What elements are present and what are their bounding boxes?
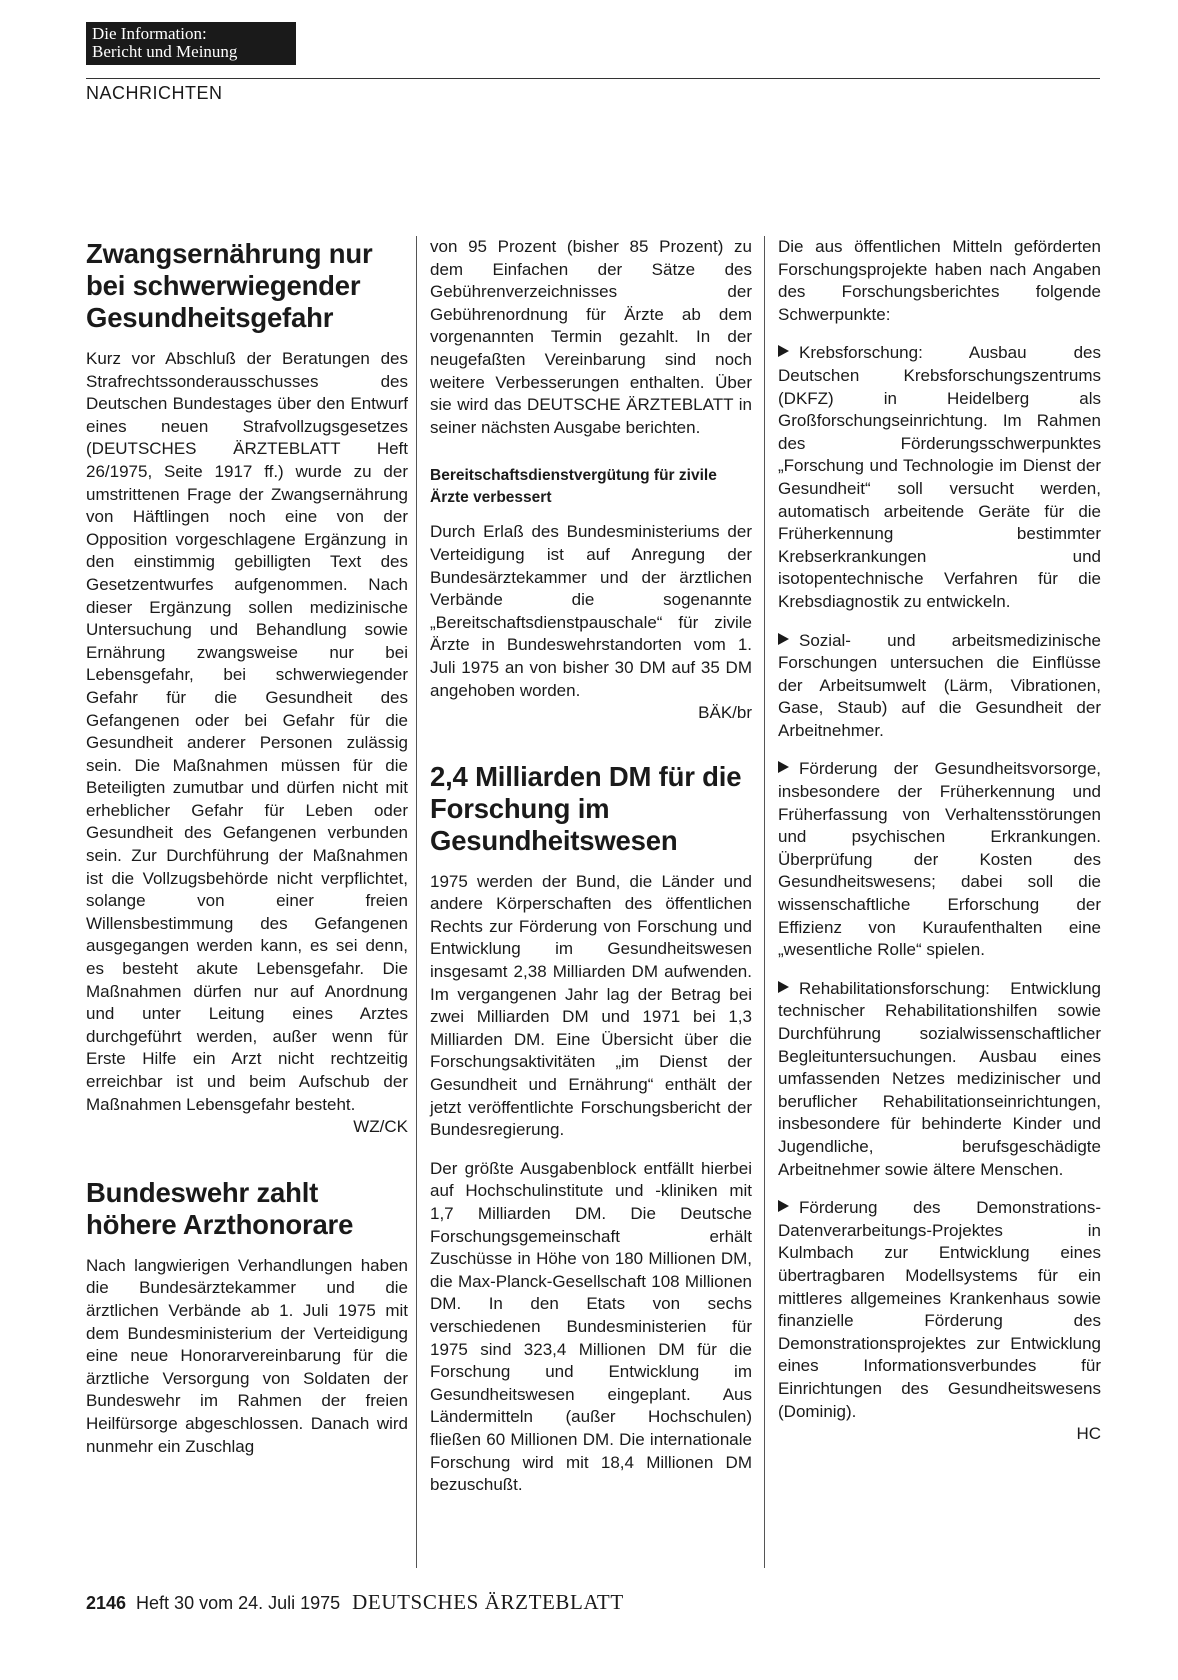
badge-line-1: Die Information:	[92, 24, 207, 43]
article2-sub-body: Durch Erlaß des Bundesministeriums der Verteidigung ist auf Anregung der Bundesärztekammer und der ärztlichen Verbände die sogenannte „Bereitschaftsdienstpauschale“ für zivile Ärzte in Bundeswehrstandorten vom 1. Juli 1975 an von bisher 30 DM auf 35 DM angehoben worden.	[430, 522, 752, 700]
bullet-item: Förderung der Gesundheitsvorsorge, insbesondere der Früherkennung und Früherfassung von Verhaltensstörungen und psychischen Erkrankungen. Überprüfung der Kosten des Gesundheitswesens; dabei soll die wissenschaftliche Erforschung der Effizienz von Kuraufenthalten eine „wesentliche Rolle“ spielen.	[778, 759, 1101, 960]
article2-body-part1: Nach langwierigen Verhandlungen haben die Bundesärztekammer und die ärztlichen Verbände ab 1. Juli 1975 mit dem Bundesministerium der Verteidigung eine neue Honorarvereinbarung für die ärztliche Versorgung von Soldaten der Bundeswehr im Rahmen der freien Heilfürsorge abgeschlossen. Danach wird nunmehr ein Zuschlag	[86, 1255, 408, 1456]
triangle-bullet-icon	[778, 345, 789, 357]
column-1	[86, 236, 408, 1570]
article3-para2: Der größte Ausgabenblock entfällt hierbei auf Hochschulinstitute und -kliniken mit 1,7 Milliarden DM. Die Deutsche Forschungsgemeinschaft erhält Zuschüsse in Höhe von 180 Millionen DM, die Max-Planck-Gesellschaft 108 Millionen DM. In den Etats von sechs verschiedenen Bundesministerien für 1975 sind 323,4 Millionen DM für die Forschung und Entwicklung im Gesundheitswesen eingeplant. Aus Ländermitteln (außer Hochschulen) fließen 60 Millionen DM. Die internationale Forschung wird mit 18,4 Millionen DM bezuschußt.	[430, 1158, 752, 1495]
article1-title: Zwangsernährung nur bei schwerwiegender Gesundheitsgefahr	[86, 238, 373, 333]
bullet-item: Rehabilitationsforschung: Entwicklung technischer Rehabilitationshilfen sowie Durchführung sozialwissenschaftlicher Begleituntersuchungen. Ausbau eines umfassenden Netzes medizinischer und beruflicher Rehabilitationseinrichtungen, insbesondere für behinderte Kinder und Jugendliche, berufsgeschädigte Arbeitnehmer sowie ältere Menschen.	[778, 978, 1101, 1179]
section-label: NACHRICHTEN	[86, 83, 223, 103]
column-divider	[764, 236, 765, 1568]
triangle-bullet-icon	[778, 981, 789, 993]
article1-signature-row	[86, 1116, 408, 1139]
article1-body: Kurz vor Abschluß der Beratungen des Strafrechtssonderausschusses des Deutschen Bundestages über den Entwurf eines neuen Strafvollzugsgesetzes (DEUTSCHES ÄRZTEBLATT Heft 26/1975, Seite 1917 ff.) wurde zu der umstrittenen Frage der Zwangsernährung von Häftlingen noch eine von der Opposition vorgeschlagene Ergänzung in den einstimmig gebilligten Text des Gesetzentwurfes aufgenommen. Nach dieser Ergänzung sollen medizinische Untersuchung und Behandlung sowie Ernährung zwangsweise nur bei Lebensgefahr, bei schwerwiegender Gefahr für die Gesundheit des Gefangenen oder bei Gefahr für die Gesundheit anderer Personen zulässig sein. Die Maßnahmen müssen für die Beteiligten zumutbar und dürfen nicht mit erheblicher Gefahr für Leben oder Gesundheit des Gefangenen verbunden sein. Zur Durchführung der Maßnahmen ist die Vollzugsbehörde nicht verpflichtet, solange von einer freien Willensbestimmung des Gefangenen ausgegangen werden kann, es sei denn, es besteht akute Lebensgefahr. Die Maßnahmen dürfen nur auf Anordnung und unter Leitung eines Arztes durchgeführt werden, außer wenn für Erste Hilfe ein Arzt nicht rechtzeitig erreichbar ist und beim Aufschub der Maßnahmen Lebensgefahr besteht.	[86, 349, 408, 1114]
article3-para1: 1975 werden der Bund, die Länder und andere Körperschaften des öffentlichen Rechts zur Förderung von Forschung und Entwicklung im Gesundheitswesen insgesamt 2,38 Milliarden DM aufwenden. Im vergangenen Jahr lag der Betrag bei zwei Milliarden DM und 1971 bei 1,3 Milliarden DM. Eine Übersicht über die Forschungsaktivitäten „im Dienst der Gesundheit und Ernährung“ enthält der jetzt veröffentlichte Forschungsbericht der Bundesregierung.	[430, 871, 752, 1140]
triangle-bullet-icon	[778, 633, 789, 645]
page-number: 2146	[86, 1593, 127, 1613]
article3-para3: Die aus öffentlichen Mitteln geförderten Forschungsprojekte haben nach Angaben des Forschungsberichtes folgende Schwerpunkte:	[778, 237, 1101, 324]
article2-signature: BÄK/br	[698, 703, 752, 723]
column-3	[778, 236, 1101, 1570]
page-footer	[86, 1590, 624, 1615]
bullet-item: Förderung des Demonstrations-Datenverarbeitungs-Projektes in Kulmbach zur Entwicklung eines übertragbaren Modellsystems für ein mittleres allgemeines Krankenhaus sowie finanzielle Förderung des Demonstrationsprojektes zur Entwicklung eines Informationsverbundes für Einrichtungen des Gesundheitswesens (Dominig).	[778, 1198, 1101, 1421]
triangle-bullet-icon	[778, 761, 789, 773]
article2-title: Bundeswehr zahlt höhere Arzthonorare	[86, 1176, 354, 1240]
section-badge	[86, 22, 296, 65]
column-2	[430, 236, 752, 1570]
bullet-item: Sozial- und arbeitsmedizinische Forschungen untersuchen die Einflüsse der Arbeitsumwelt (Lärm, Vibrationen, Gase, Staub) auf die Gesundheit der Arbeitnehmer.	[778, 630, 1101, 740]
article2-signature-row	[430, 702, 752, 725]
publication-name: DEUTSCHES ÄRZTEBLATT	[352, 1590, 624, 1614]
column-divider	[416, 236, 417, 1568]
article1-signature: WZ/CK	[353, 1117, 408, 1137]
article3-title: 2,4 Milliarden DM für die Forschung im Gesundheitswesen	[430, 760, 742, 856]
article2-subhead: Bereitschaftsdienstvergütung für zivile Ärzte verbessert	[430, 467, 717, 507]
issue-info: Heft 30 vom 24. Juli 1975	[136, 1593, 341, 1613]
bullet-item: Krebsforschung: Ausbau des Deutschen Krebsforschungszentrums (DKFZ) in Heidelberg als Großforschungseinrichtung. Im Rahmen des Förderungsschwerpunktes „Forschung und Technologie im Dienst der Gesundheit“ soll versucht werden, automatisch arbeitende Geräte für die Früherkennung bestimmter Krebserkrankungen und isotopentechnische Verfahren für die Krebsdiagnostik zu entwickeln.	[778, 343, 1101, 611]
article3-signature-row	[778, 1423, 1101, 1446]
article3-signature: HC	[1076, 1424, 1101, 1444]
triangle-bullet-icon	[778, 1200, 789, 1212]
header-rule	[86, 78, 1100, 79]
badge-line-2: Bericht und Meinung	[92, 42, 238, 61]
article2-body-part2: von 95 Prozent (bisher 85 Prozent) zu dem Einfachen der Sätze des Gebührenverzeichnisses der Gebührenordnung für Ärzte ab dem vorgenannten Termin gezahlt. In der neugefaßten Vereinbarung sind noch weitere Verbesserungen enthalten. Über sie wird das DEUTSCHE ÄRZTEBLATT in seiner nächsten Ausgabe berichten.	[430, 237, 752, 437]
